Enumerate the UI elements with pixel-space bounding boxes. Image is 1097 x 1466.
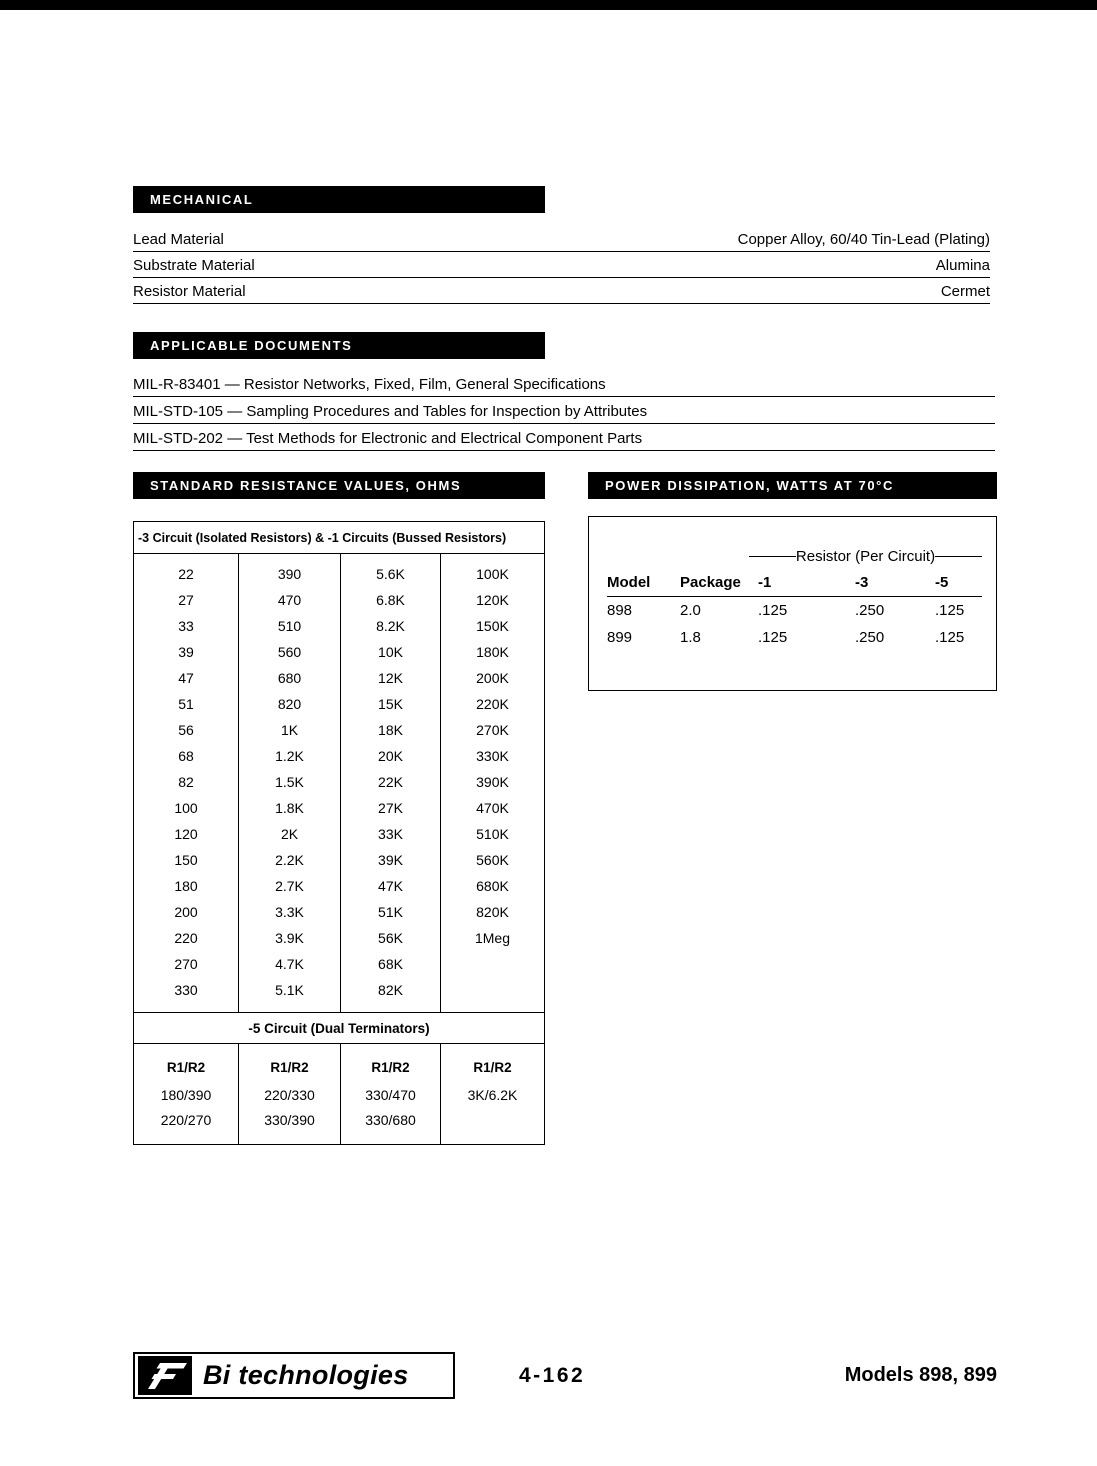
power-column-header: Model — [607, 574, 651, 591]
dual-terminator-value: 330/390 — [264, 1112, 315, 1128]
resistance-value: 470K — [476, 800, 509, 816]
resistance-value: 510K — [476, 826, 509, 842]
resistance-value: 180K — [476, 644, 509, 660]
spec-value: Cermet — [940, 283, 990, 300]
resistance-value: 15K — [378, 696, 403, 712]
power-value: .250 — [855, 629, 885, 646]
resistance-value: 470 — [277, 592, 302, 608]
resistance-value: 270 — [174, 956, 198, 972]
dual-terminator-grid — [134, 1044, 544, 1144]
resistance-value: 5.1K — [275, 982, 304, 998]
dual-terminator-column — [238, 1044, 340, 1144]
resistance-column — [440, 554, 544, 1012]
resistance-value: 6.8K — [376, 592, 405, 608]
resistance-value: 47K — [378, 878, 403, 894]
resistance-value-grid — [134, 554, 544, 1012]
resistance-value: 1K — [280, 722, 299, 738]
resistance-value: 39K — [378, 852, 403, 868]
resistance-value: 680K — [476, 878, 509, 894]
brand-name: Bi technologies — [203, 1360, 409, 1390]
resistance-value: 150K — [476, 618, 509, 634]
power-value: 898 — [607, 602, 633, 619]
resistance-value: 1.2K — [275, 748, 304, 764]
spec-value: Alumina — [935, 257, 990, 274]
power-column-header: -3 — [855, 574, 869, 591]
resistance-value: 2K — [280, 826, 299, 842]
dual-terminator-value: 3K/6.2K — [467, 1087, 518, 1103]
resistance-value: 120 — [174, 826, 198, 842]
resistance-value: 100K — [476, 566, 509, 582]
resistance-value: 270K — [476, 722, 509, 738]
resistance-value: 22K — [378, 774, 403, 790]
resistance-value: 22 — [178, 566, 194, 582]
page-number: 4-162 — [519, 1363, 586, 1387]
resistance-value: 33 — [178, 618, 194, 634]
resistance-value: 56K — [378, 930, 403, 946]
applicable-documents-section — [133, 332, 995, 451]
applicable-documents-header: APPLICABLE DOCUMENTS — [133, 332, 545, 359]
resistance-value: 220 — [174, 930, 198, 946]
power-dissipation-table — [588, 516, 997, 691]
power-dissipation-section — [588, 472, 997, 691]
resistance-value: 180 — [174, 878, 198, 894]
power-value: 1.8 — [680, 629, 701, 646]
resistance-value: 4.7K — [275, 956, 304, 972]
resistance-value: 330 — [174, 982, 198, 998]
power-value: .125 — [935, 602, 965, 619]
document-item: MIL-STD-105 — Sampling Procedures and Tables for Inspection by Attributes — [133, 397, 995, 424]
resistance-column — [340, 554, 440, 1012]
power-value: 2.0 — [680, 602, 701, 619]
resistance-value: 39 — [178, 644, 194, 660]
resistance-values-header: STANDARD RESISTANCE VALUES, OHMS — [133, 472, 545, 499]
dual-terminator-column — [440, 1044, 544, 1144]
resistance-value: 20K — [378, 748, 403, 764]
spec-label: Resistor Material — [133, 283, 246, 300]
resistance-value: 560K — [476, 852, 509, 868]
resistance-value: 51K — [378, 904, 403, 920]
spec-value: Copper Alloy, 60/40 Tin-Lead (Plating) — [737, 231, 990, 248]
resistance-value: 1Meg — [474, 930, 511, 946]
dual-terminator-value: 330/470 — [365, 1087, 416, 1103]
resistance-table-title: -3 Circuit (Isolated Resistors) & -1 Circuits (Bussed Resistors) — [134, 522, 544, 554]
spec-row — [133, 252, 990, 278]
resistance-value: 390K — [476, 774, 509, 790]
resistance-value: 68K — [378, 956, 403, 972]
brand-logo-box — [133, 1352, 455, 1399]
document-item: MIL-R-83401 — Resistor Networks, Fixed, Film, General Specifications — [133, 370, 995, 397]
resistance-value: 150 — [174, 852, 198, 868]
document-item: MIL-STD-202 — Test Methods for Electronic and Electrical Component Parts — [133, 424, 995, 451]
per-circuit-group-label — [749, 548, 982, 565]
resistance-value: 820K — [476, 904, 509, 920]
spec-label: Substrate Material — [133, 257, 255, 274]
resistance-value: 27K — [378, 800, 403, 816]
power-column-headers — [607, 569, 982, 597]
power-dissipation-header: POWER DISSIPATION, WATTS AT 70°C — [588, 472, 997, 499]
resistance-value: 3.9K — [275, 930, 304, 946]
document-list — [133, 370, 995, 451]
resistance-column — [134, 554, 238, 1012]
resistance-value: 8.2K — [376, 618, 405, 634]
model-numbers: Models 898, 899 — [844, 1364, 997, 1386]
resistance-value: 2.7K — [275, 878, 304, 894]
mechanical-rows — [133, 226, 990, 304]
dual-terminator-column — [134, 1044, 238, 1144]
resistance-value: 560 — [277, 644, 302, 660]
resistance-value: 68 — [178, 748, 194, 764]
resistance-value: 82 — [178, 774, 194, 790]
resistance-value: 820 — [277, 696, 302, 712]
page-footer — [133, 1352, 997, 1399]
per-circuit-text: Resistor (Per Circuit) — [795, 548, 936, 565]
resistance-value: 12K — [378, 670, 403, 686]
resistance-value: 510 — [277, 618, 302, 634]
dual-terminator-title: -5 Circuit (Dual Terminators) — [134, 1012, 544, 1044]
resistance-value: 82K — [378, 982, 403, 998]
resistance-table — [133, 521, 545, 1145]
resistance-value: 51 — [178, 696, 194, 712]
resistance-value: 220K — [476, 696, 509, 712]
resistance-value: 100 — [174, 800, 198, 816]
dual-terminator-value: 180/390 — [160, 1087, 212, 1103]
resistance-column — [238, 554, 340, 1012]
mechanical-section — [133, 186, 990, 304]
spec-label: Lead Material — [133, 231, 224, 248]
power-value: .125 — [758, 602, 788, 619]
resistance-value: 10K — [378, 644, 403, 660]
power-value: .125 — [758, 629, 788, 646]
spec-row — [133, 226, 990, 252]
dual-column-header: R1/R2 — [371, 1060, 410, 1075]
page-top-rule — [0, 0, 1097, 10]
resistance-value: 5.6K — [376, 566, 405, 582]
power-column-header: -5 — [935, 574, 949, 591]
resistance-value: 2.2K — [275, 852, 304, 868]
dual-terminator-value: 330/680 — [365, 1112, 416, 1128]
power-value: .125 — [935, 629, 965, 646]
resistance-value: 1.8K — [275, 800, 304, 816]
bi-technologies-logo-icon — [138, 1356, 192, 1395]
power-column-header: Package — [680, 574, 741, 591]
resistance-value: 56 — [178, 722, 194, 738]
resistance-values-section — [133, 472, 545, 1145]
dual-column-header: R1/R2 — [166, 1060, 206, 1075]
resistance-value: 200 — [174, 904, 198, 920]
dual-column-header: R1/R2 — [473, 1060, 512, 1075]
resistance-value: 3.3K — [275, 904, 304, 920]
resistance-value: 330K — [476, 748, 509, 764]
resistance-value: 680 — [277, 670, 302, 686]
power-value: 899 — [607, 629, 633, 646]
mechanical-header: MECHANICAL — [133, 186, 545, 213]
dual-terminator-value: 220/330 — [264, 1087, 315, 1103]
power-column-header: -1 — [758, 574, 772, 591]
resistance-value: 200K — [476, 670, 509, 686]
resistance-value: 1.5K — [275, 774, 304, 790]
resistance-value: 390 — [277, 566, 302, 582]
power-table-body — [607, 597, 982, 651]
spec-row — [133, 278, 990, 304]
dual-terminator-column — [340, 1044, 440, 1144]
resistance-value: 47 — [178, 670, 194, 686]
resistance-value: 27 — [178, 592, 194, 608]
power-value: .250 — [855, 602, 885, 619]
resistance-value: 120K — [476, 592, 509, 608]
dual-column-header: R1/R2 — [270, 1060, 309, 1075]
resistance-value: 33K — [378, 826, 403, 842]
resistance-value: 18K — [378, 722, 403, 738]
dual-terminator-value: 220/270 — [160, 1112, 212, 1128]
